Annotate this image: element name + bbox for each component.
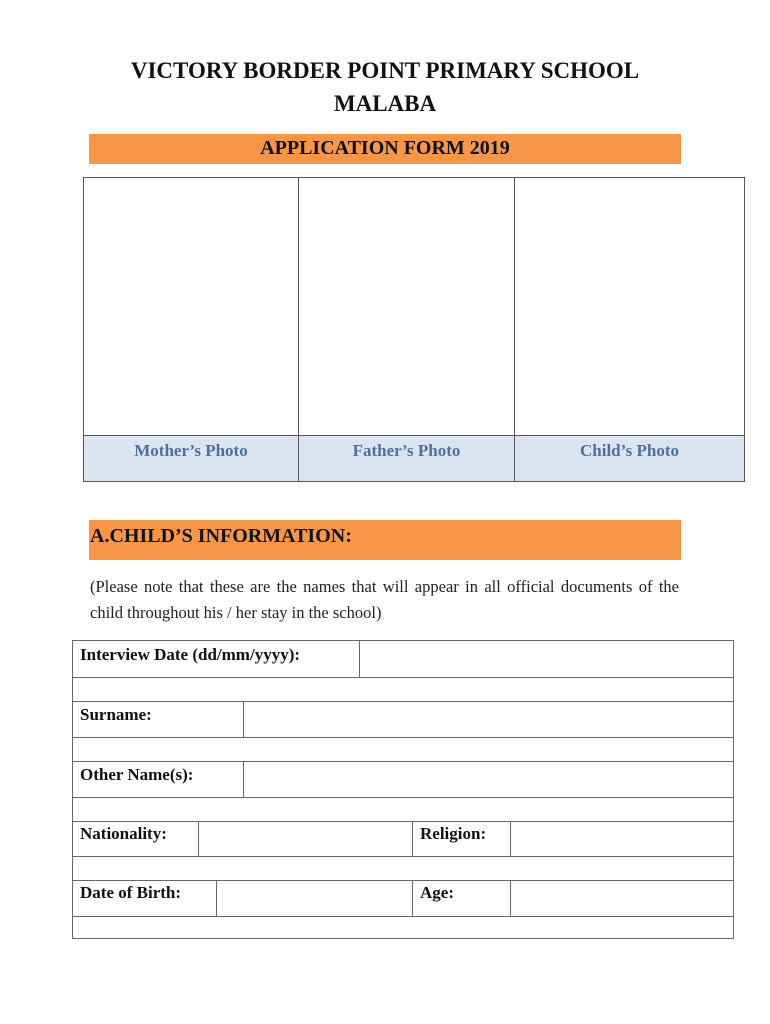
age-label: Age: [420,883,454,902]
age-field[interactable] [511,880,733,916]
other-names-label: Other Name(s): [80,765,194,784]
date-of-birth-label: Date of Birth: [80,883,182,902]
nationality-field[interactable] [199,821,412,856]
form-title: APPLICATION FORM 2019 [260,137,510,159]
religion-label: Religion: [420,824,487,843]
surname-label: Surname: [80,705,152,724]
surname-field[interactable] [244,701,733,737]
interview-date-field[interactable] [360,641,733,677]
child-info-table [72,640,734,939]
form-title-bar [89,134,681,164]
child-photo-box[interactable] [515,178,744,435]
mother-photo-caption: Mother’s Photo [84,435,299,481]
interview-date-label: Interview Date (dd/mm/yyyy): [80,645,301,664]
date-of-birth-field[interactable] [217,880,412,916]
section-a-title: A.CHILD’S INFORMATION: [90,525,352,547]
father-photo-caption: Father’s Photo [299,435,515,481]
names-note: (Please note that these are the names that will appear in all official documents of the child throughout his / her stay in the school) [90,577,679,622]
father-photo-box[interactable] [299,178,515,435]
religion-field[interactable] [511,821,733,856]
child-photo-caption: Child’s Photo [515,435,744,481]
nationality-label: Nationality: [80,824,167,843]
school-name-line1: VICTORY BORDER POINT PRIMARY SCHOOL [130,58,640,83]
photo-table [83,177,745,482]
other-names-field[interactable] [244,761,733,797]
school-name-line2: MALABA [333,91,437,116]
school-name [0,54,770,120]
mother-photo-box[interactable] [84,178,299,435]
section-a-header [89,520,681,560]
